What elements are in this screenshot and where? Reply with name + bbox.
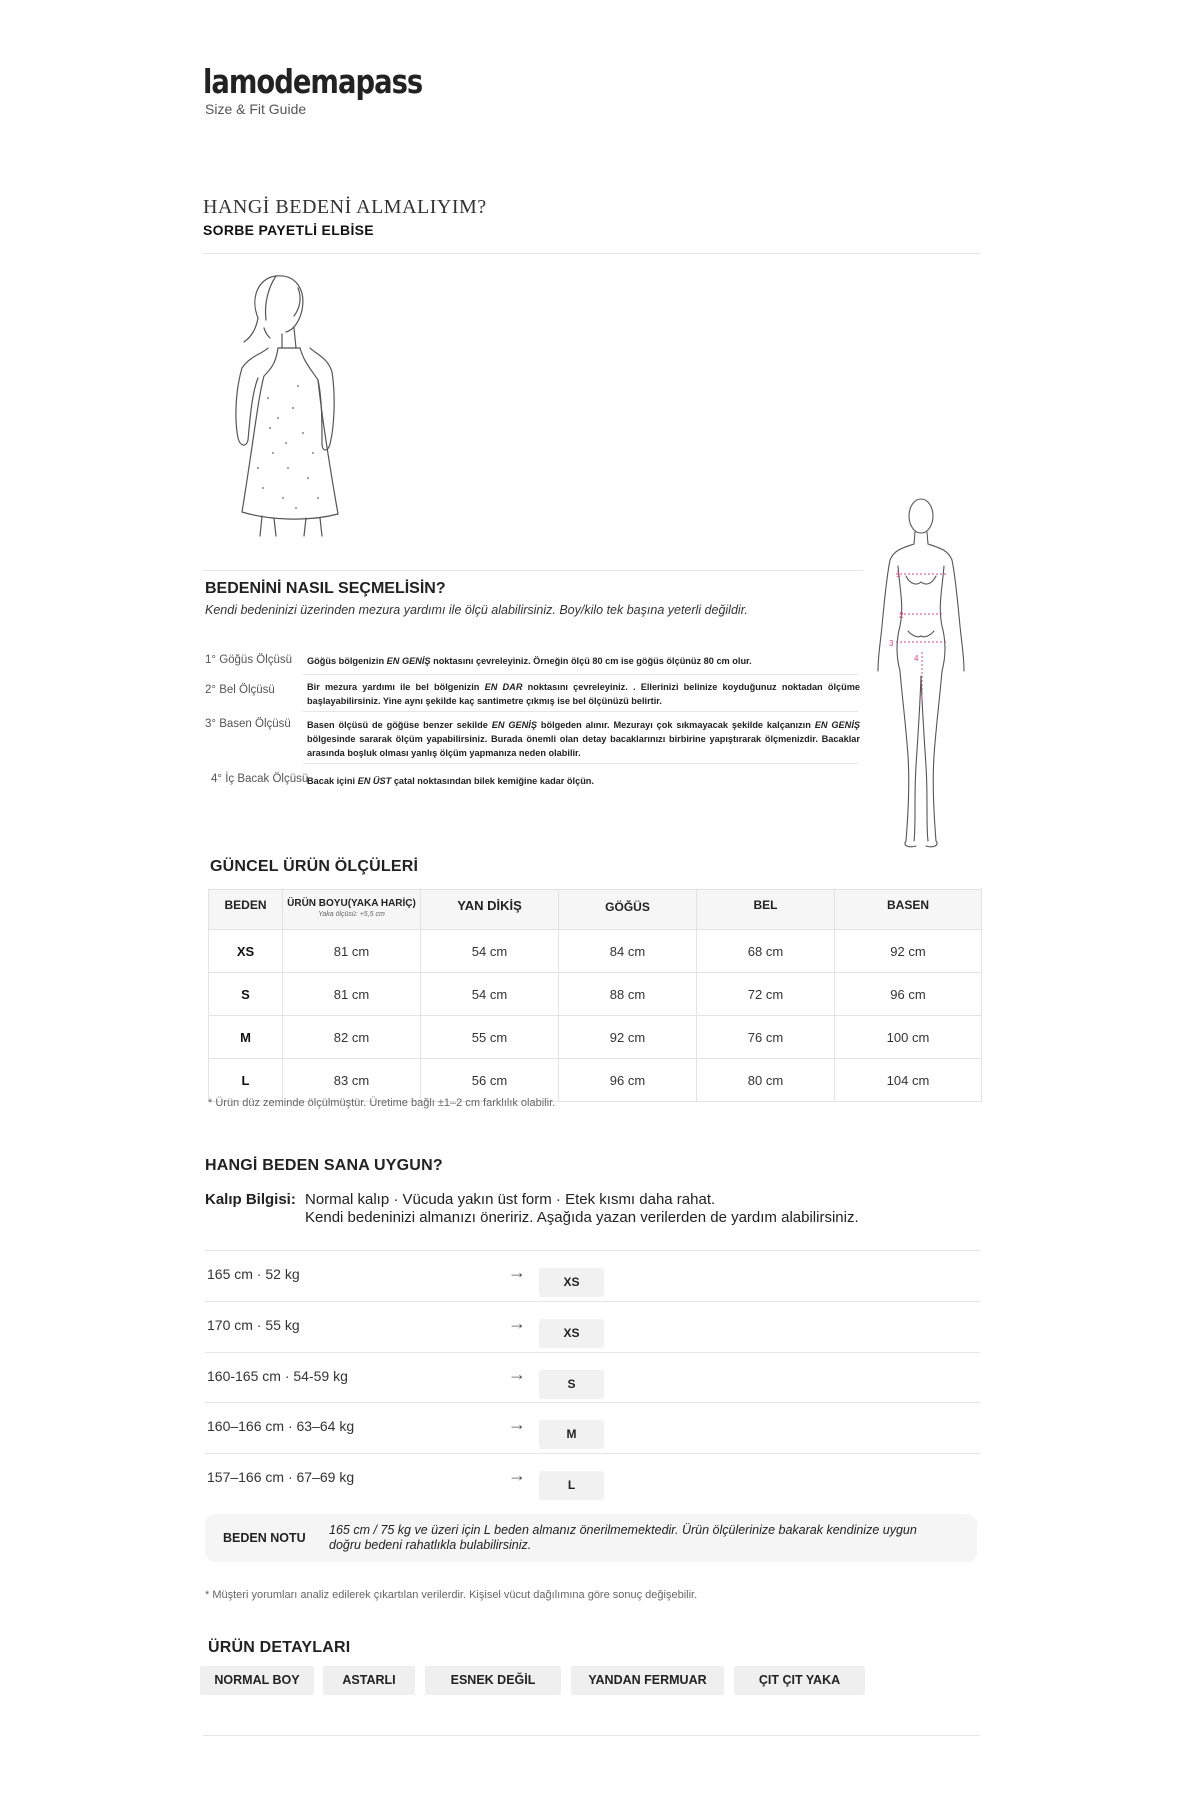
fit-footnote: * Müşteri yorumları analiz edilerek çıkartılan verilerdir. Kişisel vücut dağılımına göre sonuç değişebilir.: [205, 1589, 698, 1601]
table-cell: 54 cm: [421, 973, 559, 1016]
column-header: BEDEN: [209, 890, 283, 930]
column-header: GÖĞÜS: [559, 890, 697, 930]
divider: [205, 1402, 980, 1403]
table-cell: 82 cm: [283, 1016, 421, 1059]
how-to-title: BEDENİNİ NASIL SEÇMELİSİN?: [205, 580, 446, 597]
size-note-label: BEDEN NOTU: [223, 1531, 306, 1545]
measurement-text: Bacak içini EN ÜST çatal noktasından bilek kemiğine kadar ölçün.: [307, 776, 594, 786]
table-cell: 56 cm: [421, 1059, 559, 1102]
body-measurement-diagram: [866, 496, 976, 852]
table-cell: 80 cm: [697, 1059, 835, 1102]
size-chip: XS: [539, 1268, 604, 1297]
diagram-number-2: 2: [899, 611, 904, 620]
table-cell: 92 cm: [559, 1016, 697, 1059]
column-header-label: ÜRÜN BOYU(YAKA HARİÇ): [287, 898, 416, 909]
diagram-number-3: 3: [889, 639, 894, 648]
detail-tag: NORMAL BOY: [200, 1666, 314, 1695]
fit-row: [205, 1455, 980, 1505]
fit-info-line-1: Normal kalıp · Vücuda yakın üst form · Etek kısmı daha rahat.: [305, 1191, 716, 1208]
column-header: [283, 890, 421, 930]
fit-measure: 170 cm · 55 kg: [207, 1317, 300, 1333]
table-cell: S: [209, 973, 283, 1016]
dress-illustration: [198, 268, 388, 540]
table-cell: 68 cm: [697, 930, 835, 973]
measurement-text: Bir mezura yardımı ile bel bölgenizin EN DAR noktasını çevreleyiniz. . Ellerinizi belinize koyduğunuz noktadan ölçüme başlayabilirsiniz. Yine aynı şekilde kaç santimetre çıkmış ise bel ölçünüzü belirtir.: [307, 682, 861, 706]
arrow-right-icon: →: [508, 1313, 526, 1333]
table-cell: XS: [209, 930, 283, 973]
fit-row: [205, 1252, 980, 1302]
brand-logo: lamodemapass: [203, 62, 423, 101]
divider: [205, 1453, 980, 1454]
size-note-text: 165 cm / 75 kg ve üzeri için L beden almanız önerilmemektedir. Ürün ölçülerinize bakarak kendinize uygun doğru bedeni rahatlıkla bulabilirsiniz.: [329, 1523, 917, 1552]
size-chip: S: [539, 1370, 604, 1399]
fit-info-line-2: Kendi bedeninizi almanızı öneririz. Aşağıda yazan verilerden de yardım alabilirsiniz.: [305, 1209, 859, 1226]
divider: [303, 674, 858, 675]
fit-measure: 160–166 cm · 63–64 kg: [207, 1418, 355, 1434]
table-row: [209, 1059, 982, 1102]
table-row: [209, 930, 982, 973]
table-cell: 54 cm: [421, 930, 559, 973]
fit-row: [205, 1303, 980, 1353]
measurement-text: Göğüs bölgenizin EN GENİŞ noktasını çevreleyiniz. Örneğin ölçü 80 cm ise göğüs ölçünüz 80 cm olur.: [307, 656, 752, 666]
table-cell: 83 cm: [283, 1059, 421, 1102]
brand-subtitle: Size & Fit Guide: [205, 101, 307, 117]
fit-title: HANGİ BEDEN SANA UYGUN?: [205, 1157, 443, 1174]
divider: [205, 1250, 980, 1251]
detail-tag: ÇIT ÇIT YAKA: [734, 1666, 865, 1695]
table-row: [209, 1016, 982, 1059]
table-cell: 84 cm: [559, 930, 697, 973]
table-cell: 88 cm: [559, 973, 697, 1016]
column-header: BASEN: [835, 890, 982, 930]
arrow-right-icon: →: [508, 1414, 526, 1434]
divider: [205, 1352, 980, 1353]
table-row: [209, 973, 982, 1016]
fit-measure: 165 cm · 52 kg: [207, 1266, 300, 1282]
size-table-title: GÜNCEL ÜRÜN ÖLÇÜLERİ: [210, 858, 419, 875]
divider: [203, 253, 980, 254]
measurement-label: 4° İç Bacak Ölçüsü: [211, 773, 309, 785]
column-header: YAN DİKİŞ: [421, 890, 559, 930]
table-cell: 76 cm: [697, 1016, 835, 1059]
fit-row: [205, 1354, 980, 1404]
size-chip: M: [539, 1420, 604, 1449]
arrow-right-icon: →: [508, 1364, 526, 1384]
divider: [303, 711, 858, 712]
detail-tag: YANDAN FERMUAR: [571, 1666, 724, 1695]
table-cell: 104 cm: [835, 1059, 982, 1102]
column-header-note: Yaka ölçüsü: +5,5 cm: [318, 911, 385, 918]
size-note-box: [205, 1514, 977, 1562]
detail-tag: ESNEK DEĞİL: [425, 1666, 561, 1695]
divider: [203, 1735, 980, 1736]
table-cell: 81 cm: [283, 973, 421, 1016]
detail-tag: ASTARLI: [323, 1666, 415, 1695]
size-table-footnote: * Ürün düz zeminde ölçülmüştür. Üretime bağlı ±1–2 cm farklılık olabilir.: [208, 1097, 556, 1109]
arrow-right-icon: →: [508, 1465, 526, 1485]
fit-row: [205, 1404, 980, 1454]
table-header-row: [209, 890, 982, 930]
table-cell: 96 cm: [559, 1059, 697, 1102]
table-cell: 96 cm: [835, 973, 982, 1016]
table-cell: 81 cm: [283, 930, 421, 973]
table-cell: 55 cm: [421, 1016, 559, 1059]
fit-measure: 157–166 cm · 67–69 kg: [207, 1469, 355, 1485]
divider: [203, 570, 863, 571]
measurement-label: 2° Bel Ölçüsü: [205, 684, 275, 696]
fit-measure: 160-165 cm · 54-59 kg: [207, 1368, 348, 1384]
size-table: [208, 889, 982, 1102]
arrow-right-icon: →: [508, 1262, 526, 1282]
diagram-number-1: 1: [896, 570, 901, 579]
how-to-subtitle: Kendi bedeninizi üzerinden mezura yardımı ile ölçü alabilirsiniz. Boy/kilo tek başına yeterli değildir.: [205, 603, 748, 617]
divider: [205, 1301, 980, 1302]
table-cell: M: [209, 1016, 283, 1059]
size-chip: L: [539, 1471, 604, 1500]
table-cell: 72 cm: [697, 973, 835, 1016]
size-chip: XS: [539, 1319, 604, 1348]
product-name: SORBE PAYETLİ ELBİSE: [203, 222, 374, 238]
table-cell: 100 cm: [835, 1016, 982, 1059]
measurement-label: 1° Göğüs Ölçüsü: [205, 654, 293, 666]
page-title: HANGİ BEDENİ ALMALIYIM?: [203, 196, 487, 218]
table-cell: L: [209, 1059, 283, 1102]
measurement-label: 3° Basen Ölçüsü: [205, 718, 291, 730]
fit-info-label: Kalıp Bilgisi:: [205, 1191, 296, 1208]
measurement-text: Basen ölçüsü de göğüse benzer sekilde EN GENİŞ bölgeden alınır. Mezurayı çok sıkmayacak şekilde kalçanızın EN GENİŞ bölgesinde sararak ölçüm yapabilirsiniz. Burada önemli olan detay bacaklarınızı birbirine yapıştırarak ölçmenizdir. Bacaklar arasında boşluk olması yanlış ölçüm yapmanıza neden olabilir.: [307, 720, 860, 758]
divider: [303, 763, 858, 764]
column-header: BEL: [697, 890, 835, 930]
diagram-number-4: 4: [914, 654, 919, 663]
table-cell: 92 cm: [835, 930, 982, 973]
details-title: ÜRÜN DETAYLARI: [208, 1639, 351, 1656]
